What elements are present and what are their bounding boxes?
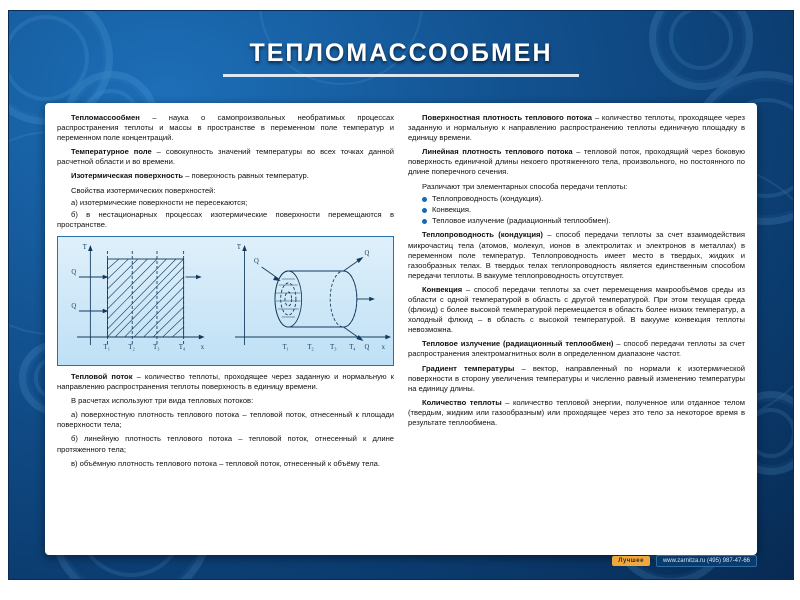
footer-bar bbox=[612, 555, 757, 567]
svg-text:Q: Q bbox=[71, 268, 77, 276]
transfer-modes-list bbox=[408, 194, 745, 227]
footer-credit: www.zarnitza.ru (495) 987-47-66 bbox=[656, 555, 757, 567]
term-text: – количество тепловой энергии, полученное или отданное телом (твердым, жидким или газообразным) или проходящее через это тело за некоторое время в результате теплообмена. bbox=[408, 397, 745, 427]
svg-text:x: x bbox=[200, 343, 205, 351]
definition-surface-heat-flux-density bbox=[408, 113, 745, 143]
term-label: Конвекция bbox=[422, 284, 463, 294]
definition-conduction bbox=[408, 230, 745, 280]
right-column bbox=[408, 113, 745, 547]
term-text: – поверхность равных температур. bbox=[183, 171, 309, 181]
definition-quantity-of-heat bbox=[408, 398, 745, 428]
svg-text:x: x bbox=[381, 343, 385, 351]
term-label: Тепловой поток bbox=[71, 371, 133, 381]
term-text: – способ передачи теплоты за счет распространения электромагнитных волн в определенном диапазоне частот. bbox=[408, 339, 745, 359]
definition-temperature-field bbox=[57, 147, 394, 167]
isothermal-properties-intro: Свойства изотермических поверхностей: bbox=[71, 185, 216, 195]
svg-text:T₂: T₂ bbox=[307, 343, 314, 351]
definition-thermal-radiation bbox=[408, 339, 745, 359]
definition-heat-flux bbox=[57, 372, 394, 392]
svg-text:T: T bbox=[82, 243, 87, 251]
svg-text:T₄: T₄ bbox=[349, 343, 356, 351]
svg-text:Q: Q bbox=[71, 302, 77, 310]
svg-text:Q: Q bbox=[364, 249, 370, 257]
isothermal-property-b: б) в нестационарных процессах изотермические поверхности перемещаются в пространстве. bbox=[57, 209, 394, 229]
term-label: Количество теплоты bbox=[422, 397, 502, 407]
heat-flux-types-intro: В расчетах используют три вида тепловых потоков: bbox=[71, 396, 254, 406]
heat-flux-type-b: б) линейную плотность теплового потока – тепловой поток, отнесенный к длине протяженного тела; bbox=[57, 434, 394, 454]
term-text: – вектор, направленный по нормали к изотермической поверхности в сторону увеличения температуры и численно равный изменению температуры на единицу длины. bbox=[408, 363, 746, 393]
svg-text:T: T bbox=[236, 243, 241, 251]
svg-text:T₁: T₁ bbox=[282, 343, 290, 351]
term-label: Градиент температуры bbox=[422, 363, 515, 373]
transfer-modes-intro: Различают три элементарных способа передачи теплоты: bbox=[422, 181, 628, 191]
content-panel bbox=[45, 103, 757, 555]
term-text: – совокупность значений температуры во всех точках данной расчетной области и во времени. bbox=[57, 147, 394, 167]
term-text: – количество теплоты, проходящее через заданную и нормальную к направлению распространению теплоты единичную площадку в единицу времени. bbox=[408, 113, 746, 143]
term-label: Линейная плотность теплового потока bbox=[422, 147, 573, 157]
poster-canvas bbox=[8, 10, 794, 580]
publisher-logo: Лучшее bbox=[612, 556, 650, 566]
left-column bbox=[57, 113, 394, 547]
term-label: Температурное поле bbox=[71, 147, 152, 157]
term-label: Изотермическая поверхность bbox=[71, 171, 184, 181]
heat-flux-type-c: в) объёмную плотность теплового потока – тепловой поток, отнесенный к объёму тела. bbox=[71, 458, 380, 468]
definition-temperature-gradient bbox=[408, 364, 745, 394]
definition-heat-mass-transfer bbox=[57, 113, 394, 143]
svg-text:T₂: T₂ bbox=[128, 343, 135, 351]
svg-text:T₃: T₃ bbox=[330, 343, 337, 351]
poster-header bbox=[9, 37, 793, 77]
list-item: Теплопроводность (кондукция). bbox=[432, 194, 745, 204]
definition-convection bbox=[408, 285, 745, 335]
svg-text:T₁: T₁ bbox=[103, 343, 111, 351]
svg-text:T₃: T₃ bbox=[153, 343, 160, 351]
term-label: Поверхностная плотность теплового потока bbox=[422, 113, 592, 122]
term-label: Тепломассообмен bbox=[71, 113, 140, 122]
diagram-svg bbox=[58, 237, 393, 365]
term-text: – способ передачи теплоты за счет взаимодействия микрочастиц тела (атомов, молекул, ионов в электролитах и электронов в металлах) в переменном поле температур. Теплопроводность имеет место в твердых, жидких и газообразных телах. В твердых телах теплопроводность является единственным способом передачи теплоты. В вакууме теплопроводность отсутствует. bbox=[408, 230, 745, 280]
list-item: Тепловое излучение (радиационный теплообмен). bbox=[432, 216, 745, 226]
term-label: Тепловое излучение (радиационный теплообмен) bbox=[422, 339, 614, 349]
term-label: Теплопроводность (кондукция) bbox=[422, 230, 543, 240]
heat-flux-type-a: а) поверхностную плотность теплового потока – тепловой поток, отнесенный к площади поверхности тела; bbox=[57, 410, 394, 430]
term-text: – способ передачи теплоты за счет перемещения макрообъёмов среды из области с одной температурой в область с другой температурой. При этом текущая среда (флюид) с более высокой температурой перемещается в область более низких температур, а холодный флюид – в область с высокой температурой. В вакууме конвекция теплоты невозможна. bbox=[408, 284, 745, 335]
term-text: – количество теплоты, проходящее через заданную и нормальную к направлению распространения теплоты поверхность в единицу времени. bbox=[57, 371, 394, 392]
definition-linear-heat-flux-density bbox=[408, 147, 745, 177]
temperature-field-and-cylinder-diagram bbox=[57, 236, 394, 366]
isothermal-property-a: а) изотермические поверхности не пересекаются; bbox=[71, 197, 248, 207]
definition-isothermal-surface bbox=[57, 171, 394, 181]
svg-text:Q: Q bbox=[364, 343, 370, 351]
term-text: – наука о самопроизвольных необратимых процессах распространения теплоты и массы в пространстве в переменном поле температур и переменном поле концентраций. bbox=[57, 113, 394, 143]
svg-text:T₄: T₄ bbox=[178, 343, 186, 351]
svg-text:Q: Q bbox=[254, 257, 259, 265]
page-title: ТЕПЛОМАССООБМЕН bbox=[223, 37, 578, 77]
term-text: – тепловой поток, проходящий через боковую поверхность единичной длины некоего протяженного тела, произвольного, но постоянного по длине поперечного сечения. bbox=[408, 147, 745, 177]
list-item: Конвекция. bbox=[432, 205, 745, 215]
